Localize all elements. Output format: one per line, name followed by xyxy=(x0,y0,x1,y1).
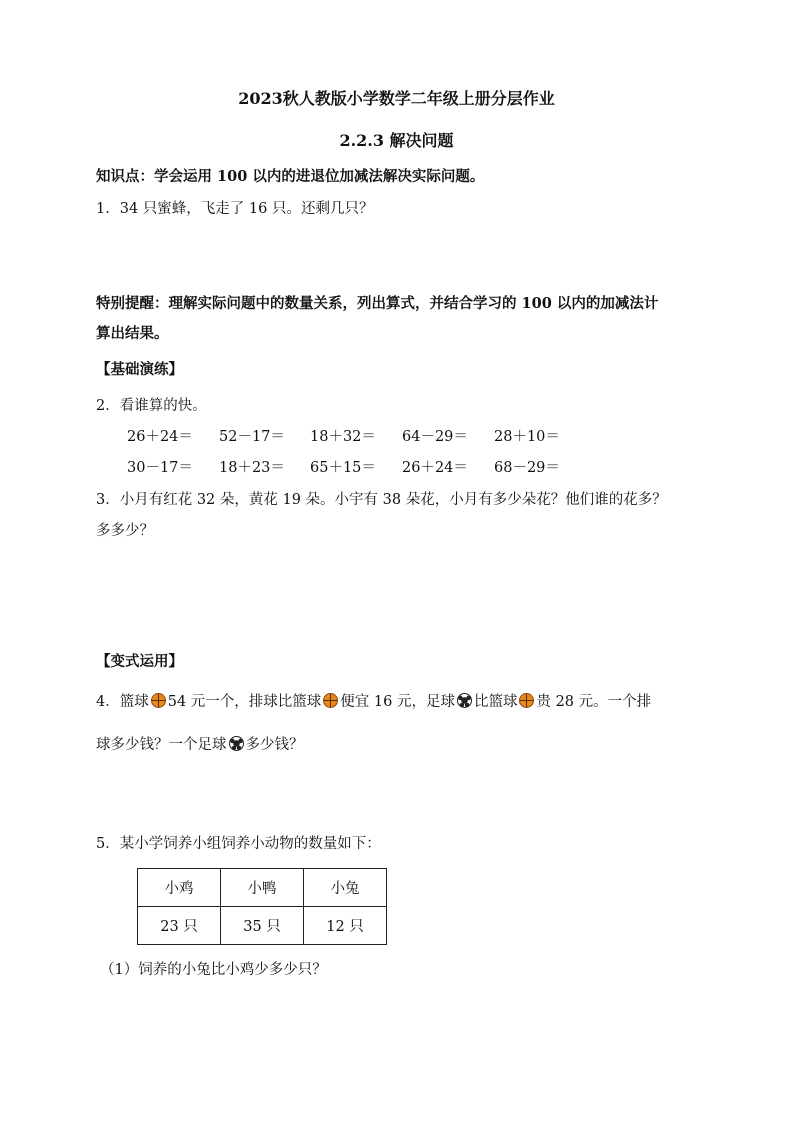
question-4-line2 xyxy=(96,733,304,754)
table-row xyxy=(138,907,387,945)
animal-count-table xyxy=(137,868,387,945)
calc-item: 68－29＝ xyxy=(494,460,560,476)
table-cell: 35 只 xyxy=(221,907,304,945)
knowledge-point: 知识点：学会运用 100 以内的进退位加减法解决实际问题。 xyxy=(96,168,485,185)
table-header-cell: 小鸡 xyxy=(138,869,221,907)
soccer-ball-icon xyxy=(229,736,244,751)
table-cell: 23 只 xyxy=(138,907,221,945)
calc-item: 26＋24＝ xyxy=(402,460,468,476)
q4-text: 多少钱？ xyxy=(245,737,304,753)
question-5-sub1: （1）饲养的小兔比小鸡少多少只？ xyxy=(100,962,327,978)
calc-item: 52－17＝ xyxy=(219,429,285,445)
soccer-ball-icon xyxy=(457,693,472,708)
question-1: 1．34 只蜜蜂，飞走了 16 只。还剩几只？ xyxy=(96,201,374,217)
q4-text: 54 元一个，排球比篮球 xyxy=(167,694,322,710)
question-4-line1 xyxy=(96,690,651,711)
calc-item: 28＋10＝ xyxy=(494,429,560,445)
question-3-line2: 多多少？ xyxy=(96,523,154,539)
special-tip-line1: 特别提醒：理解实际问题中的数量关系，列出算式，并结合学习的 100 以内的加减法计 xyxy=(96,295,659,312)
calc-item: 18＋23＝ xyxy=(219,460,285,476)
table-header-cell: 小鸭 xyxy=(221,869,304,907)
section-heading-variant: 【变式运用】 xyxy=(96,653,183,670)
calc-item: 26＋24＝ xyxy=(127,429,193,445)
question-2: 2．看谁算的快。 xyxy=(96,398,207,414)
calc-item: 18＋32＝ xyxy=(310,429,376,445)
question-5: 5．某小学饲养小组饲养小动物的数量如下： xyxy=(96,836,381,852)
q4-text: 贵 28 元。一个排 xyxy=(536,694,652,710)
question-3-line1: 3．小月有红花 32 朵，黄花 19 朵。小宇有 38 朵花，小月有多少朵花？他们谁的花多？ xyxy=(96,492,667,508)
table-header-cell: 小兔 xyxy=(304,869,387,907)
basketball-icon xyxy=(323,693,338,708)
q4-text: 比篮球 xyxy=(473,694,518,710)
q4-text: 球多少钱？一个足球 xyxy=(96,737,227,753)
page-title: 2023秋人教版小学数学二年级上册分层作业 xyxy=(238,89,555,108)
table-cell: 12 只 xyxy=(304,907,387,945)
table-row xyxy=(138,869,387,907)
section-heading-basic: 【基础演练】 xyxy=(96,361,183,378)
q4-text: 4．篮球 xyxy=(96,694,149,710)
page-subtitle: 2.2.3 解决问题 xyxy=(339,131,454,150)
special-tip-line2: 算出结果。 xyxy=(96,325,169,342)
calc-item: 64－29＝ xyxy=(402,429,468,445)
calc-item: 65＋15＝ xyxy=(310,460,376,476)
q4-text: 便宜 16 元，足球 xyxy=(340,694,455,710)
calc-item: 30－17＝ xyxy=(127,460,193,476)
basketball-icon xyxy=(519,693,534,708)
basketball-icon xyxy=(151,693,166,708)
